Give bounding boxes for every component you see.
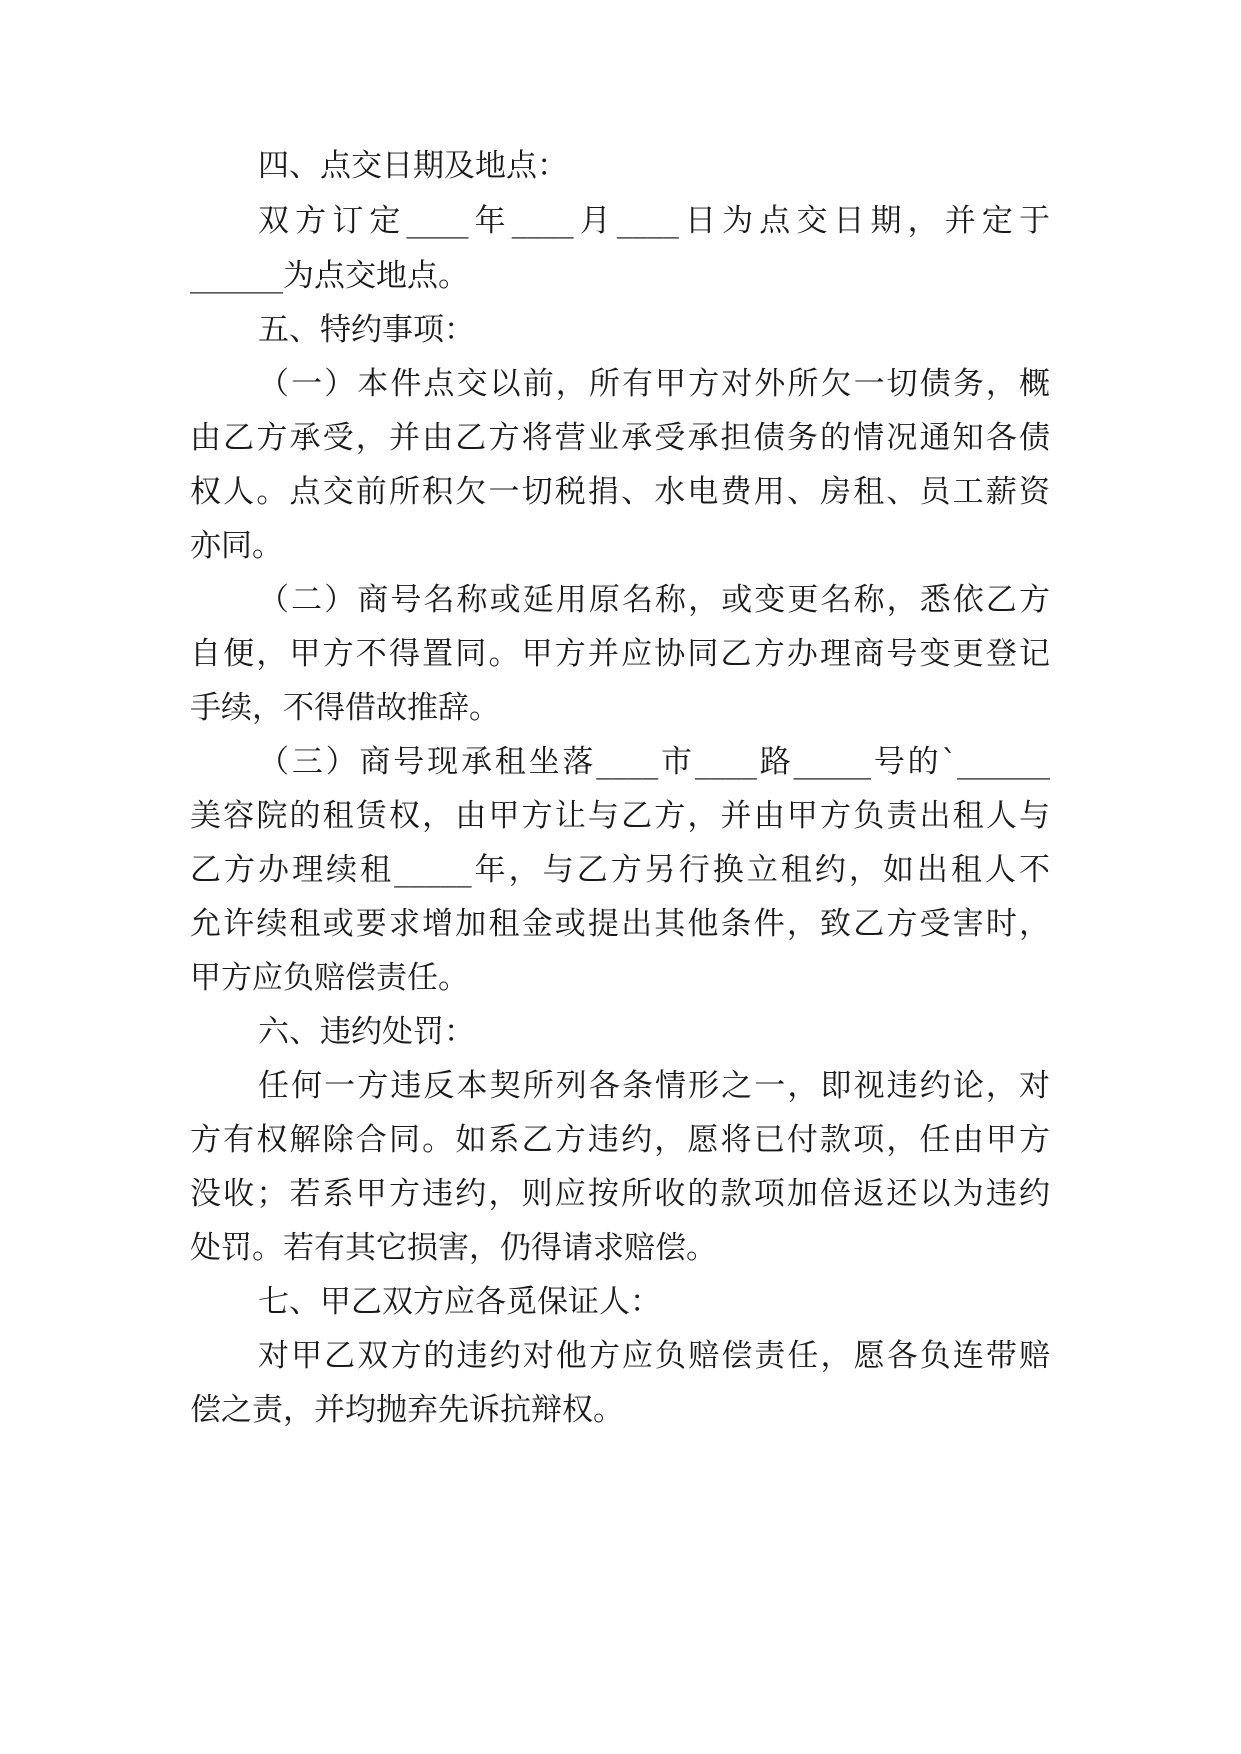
section-seven-heading: 七、甲乙双方应各觅保证人： [258,1284,661,1320]
paragraph-line: （二）商号名称或延用原名称，或变更名称，悉依乙方 [258,582,1050,618]
paragraph-line: 处罚。若有其它损害，仍得请求赔偿。 [190,1230,717,1266]
paragraph-line: 甲方应负赔偿责任。 [190,960,469,996]
paragraph-line: ______为点交地点。 [190,258,469,294]
paragraph-line: 权人。点交前所积欠一切税捐、水电费用、房租、员工薪资 [190,474,1050,510]
paragraph-line: 亦同。 [190,528,283,564]
paragraph-line: 没收；若系甲方违约，则应按所收的款项加倍返还以为违约 [190,1176,1050,1212]
paragraph-line: 由乙方承受，并由乙方将营业承受承担债务的情况通知各债 [190,420,1050,456]
paragraph-line: （三）商号现承租坐落____市____路_____号的`______ [258,744,1050,780]
section-five-heading: 五、特约事项： [258,312,475,348]
paragraph-line: 双方订定____年____月____日为点交日期，并定于 [258,203,1050,239]
paragraph-line: 方有权解除合同。如系乙方违约，愿将已付款项，任由甲方 [190,1122,1050,1158]
section-four-heading: 四、点交日期及地点： [258,148,568,184]
paragraph-line: 自便，甲方不得置同。甲方并应协同乙方办理商号变更登记 [190,636,1050,672]
paragraph-line: 偿之责，并均抛弃先诉抗辩权。 [190,1392,624,1428]
paragraph-line: 任何一方违反本契所列各条情形之一，即视违约论，对 [258,1068,1050,1104]
paragraph-line: 美容院的租赁权，由甲方让与乙方，并由甲方负责出租人与 [190,798,1050,834]
paragraph-line: 乙方办理续租_____年，与乙方另行换立租约，如出租人不 [190,852,1050,888]
section-six-heading: 六、违约处罚： [258,1014,475,1050]
paragraph-line: 手续，不得借故推辞。 [190,690,500,726]
paragraph-line: 允许续租或要求增加租金或提出其他条件，致乙方受害时， [190,906,1050,942]
paragraph-line: （一）本件点交以前，所有甲方对外所欠一切债务，概 [258,366,1050,402]
paragraph-line: 对甲乙双方的违约对他方应负赔偿责任，愿各负连带赔 [258,1338,1050,1374]
